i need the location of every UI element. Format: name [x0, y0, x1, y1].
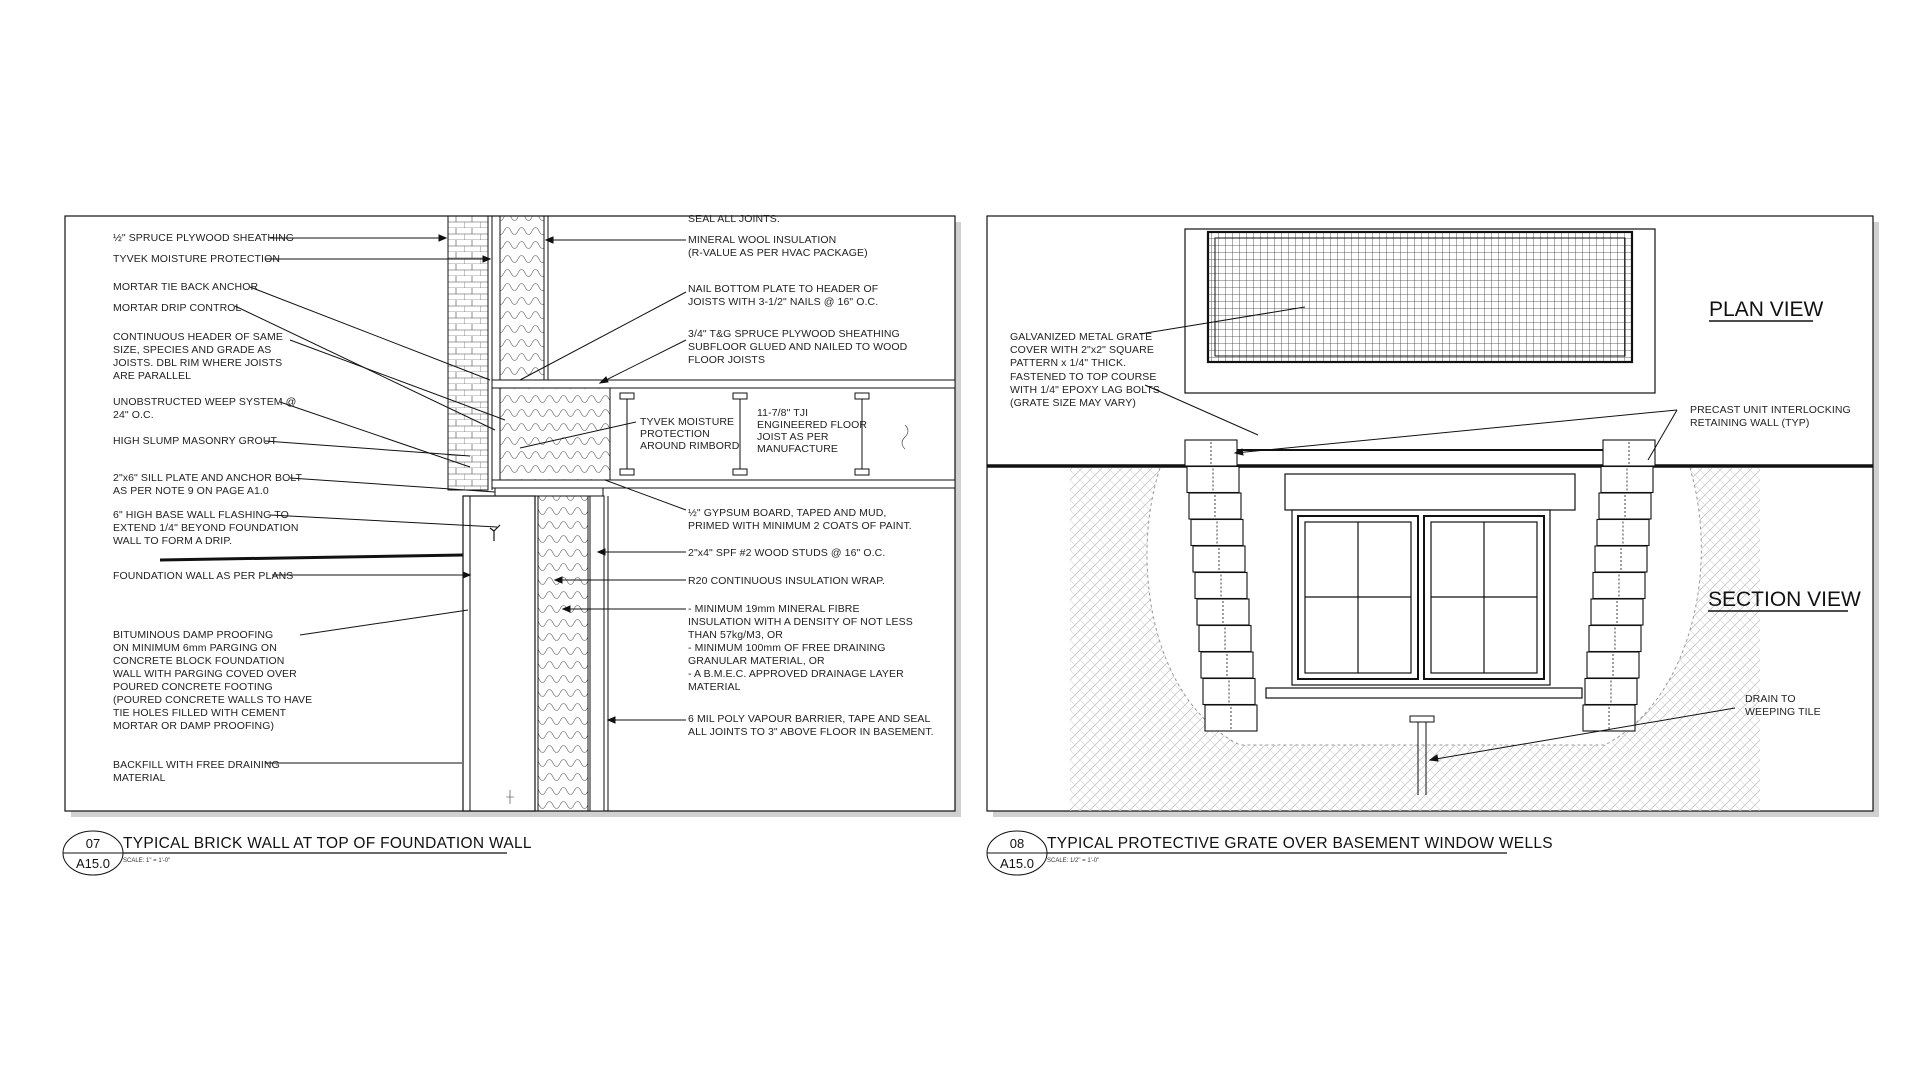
note-text: FASTENED TO TOP COURSE — [1010, 371, 1157, 383]
note-text: 6" HIGH BASE WALL FLASHING TO — [113, 509, 289, 521]
note-text: FLOOR JOISTS — [688, 354, 766, 366]
note-text: 2"x6" SILL PLATE AND ANCHOR BOLT — [113, 472, 303, 484]
detail-number-07: 07 — [85, 836, 101, 851]
note-text: GRANULAR MATERIAL, OR — [688, 655, 825, 667]
note-text: SIZE, SPECIES AND GRADE AS — [113, 344, 272, 356]
plan-view-label: PLAN VIEW — [1709, 298, 1824, 321]
upper-wall-insulation — [500, 216, 544, 380]
note-text: DRAIN TO — [1745, 693, 1796, 705]
note-text: MORTAR TIE BACK ANCHOR — [113, 281, 259, 293]
title-block-08 — [987, 831, 1553, 875]
note-text: (GRATE SIZE MAY VARY) — [1010, 397, 1136, 409]
note-text: 2"x4" SPF #2 WOOD STUDS @ 16" O.C. — [688, 547, 886, 559]
detail-title-08: TYPICAL PROTECTIVE GRATE OVER BASEMENT WINDOW WELLS — [1047, 835, 1553, 852]
note-text: ½" GYPSUM BOARD, TAPED AND MUD, — [688, 507, 887, 519]
note-text: (R-VALUE AS PER HVAC PACKAGE) — [688, 247, 868, 259]
note-text: COVER WITH 2"x2" SQUARE — [1010, 344, 1154, 356]
note-text: JOISTS. DBL RIM WHERE JOISTS — [113, 357, 283, 369]
brick-veneer — [448, 216, 488, 490]
basement-insulation — [538, 496, 588, 811]
note-text: MINERAL WOOL INSULATION — [688, 234, 837, 246]
note-text: FOUNDATION WALL AS PER PLANS — [113, 570, 294, 582]
note-text: EXTEND 1/4" BEYOND FOUNDATION — [113, 522, 299, 534]
note-text: HIGH SLUMP MASONRY GROUT — [113, 435, 278, 447]
note-text: TYVEK MOISTURE PROTECTION — [113, 253, 281, 265]
foundation-wall — [463, 496, 535, 811]
note-text: (POURED CONCRETE WALLS TO HAVE — [113, 694, 313, 706]
note-text: SUBFLOOR GLUED AND NAILED TO WOOD — [688, 341, 908, 353]
note-text: NAIL BOTTOM PLATE TO HEADER OF — [688, 283, 879, 295]
note-text: MATERIAL — [113, 772, 166, 784]
floor-bottom-line — [492, 480, 955, 488]
note-text: JOIST AS PER — [757, 431, 829, 443]
detail-scale-08: SCALE: 1/2" = 1'-0" — [1047, 858, 1100, 864]
window-sill — [1266, 688, 1582, 698]
detail-scale-07: SCALE: 1" = 1'-0" — [123, 858, 171, 864]
note-text: ON MINIMUM 6mm PARGING ON — [113, 642, 277, 654]
title-block-07 — [63, 831, 532, 875]
basement-stud — [590, 496, 604, 811]
note-text: WALL TO FORM A DRIP. — [113, 535, 233, 547]
note-text: TIE HOLES FILLED WITH CEMENT — [113, 707, 287, 719]
note-text: UNOBSTRUCTED WEEP SYSTEM @ — [113, 396, 297, 408]
note-text: TYVEK MOISTURE — [640, 416, 735, 428]
plan-grate — [1208, 232, 1632, 362]
note-text: 24" O.C. — [113, 409, 154, 421]
note-text: WALL WITH PARGING COVED OVER — [113, 668, 297, 680]
note-text: PROTECTION — [640, 428, 710, 440]
note-text: POURED CONCRETE FOOTING — [113, 681, 273, 693]
note-text: CONTINUOUS HEADER OF SAME — [113, 331, 283, 343]
note-text: - MINIMUM 100mm OF FREE DRAINING — [688, 642, 886, 654]
note-text: CONCRETE BLOCK FOUNDATION — [113, 655, 285, 667]
detail-title-07: TYPICAL BRICK WALL AT TOP OF FOUNDATION WALL — [123, 835, 532, 852]
note-text: SEAL ALL JOINTS. — [688, 213, 780, 225]
note-text: INSULATION WITH A DENSITY OF NOT LESS — [688, 616, 913, 628]
note-text: 11-7/8" TJI — [757, 407, 809, 419]
section-view-label: SECTION VIEW — [1708, 588, 1861, 611]
sheet-number-08: A15.0 — [1000, 856, 1034, 871]
note-text: ENGINEERED FLOOR — [757, 419, 868, 431]
sill-plate — [495, 488, 603, 496]
note-text: AS PER NOTE 9 ON PAGE A1.0 — [113, 485, 269, 497]
note-text: ALL JOINTS TO 3" ABOVE FLOOR IN BASEMENT. — [688, 726, 934, 738]
note-text: PATTERN x 1/4" THICK. — [1010, 357, 1127, 369]
note-text: PRIMED WITH MINIMUM 2 COATS OF PAINT. — [688, 520, 912, 532]
note-text: THAN 57kg/M3, OR — [688, 629, 783, 641]
note-text: MORTAR DRIP CONTROL — [113, 302, 242, 314]
note-text: BITUMINOUS DAMP PROOFING — [113, 629, 274, 641]
note-text: ½" SPRUCE PLYWOOD SHEATHING — [113, 232, 295, 244]
note-text: 3/4" T&G SPRUCE PLYWOOD SHEATHING — [688, 328, 900, 340]
window-header — [1285, 474, 1575, 510]
note-text: - MINIMUM 19mm MINERAL FIBRE — [688, 603, 860, 615]
rim-board — [500, 388, 610, 480]
detail-08 — [987, 216, 1879, 817]
note-text: GALVANIZED METAL GRATE — [1010, 331, 1153, 343]
detail-07 — [65, 213, 961, 817]
note-text: PRECAST UNIT INTERLOCKING — [1690, 404, 1851, 416]
drain-cap — [1410, 716, 1434, 722]
note-text: MATERIAL — [688, 681, 741, 693]
note-text: MORTAR OR DAMP PROOFING) — [113, 720, 275, 732]
sheet-number-07: A15.0 — [76, 856, 110, 871]
note-text: JOISTS WITH 3-1/2" NAILS @ 16" O.C. — [688, 296, 879, 308]
note-text: WITH 1/4" EPOXY LAG BOLTS — [1010, 384, 1160, 396]
note-text: 6 MIL POLY VAPOUR BARRIER, TAPE AND SEAL — [688, 713, 931, 725]
subfloor-sheathing — [492, 380, 955, 388]
note-text: - A B.M.E.C. APPROVED DRAINAGE LAYER — [688, 668, 904, 680]
note-text: WEEPING TILE — [1745, 706, 1821, 718]
detail-number-08: 08 — [1009, 836, 1025, 851]
note-text: MANUFACTURE — [757, 443, 839, 455]
note-text: BACKFILL WITH FREE DRAINING — [113, 759, 280, 771]
note-text: RETAINING WALL (TYP) — [1690, 417, 1810, 429]
note-text: ARE PARALLEL — [113, 370, 192, 382]
note-text: R20 CONTINUOUS INSULATION WRAP. — [688, 575, 885, 587]
note-text: AROUND RIMBORD — [640, 440, 740, 452]
